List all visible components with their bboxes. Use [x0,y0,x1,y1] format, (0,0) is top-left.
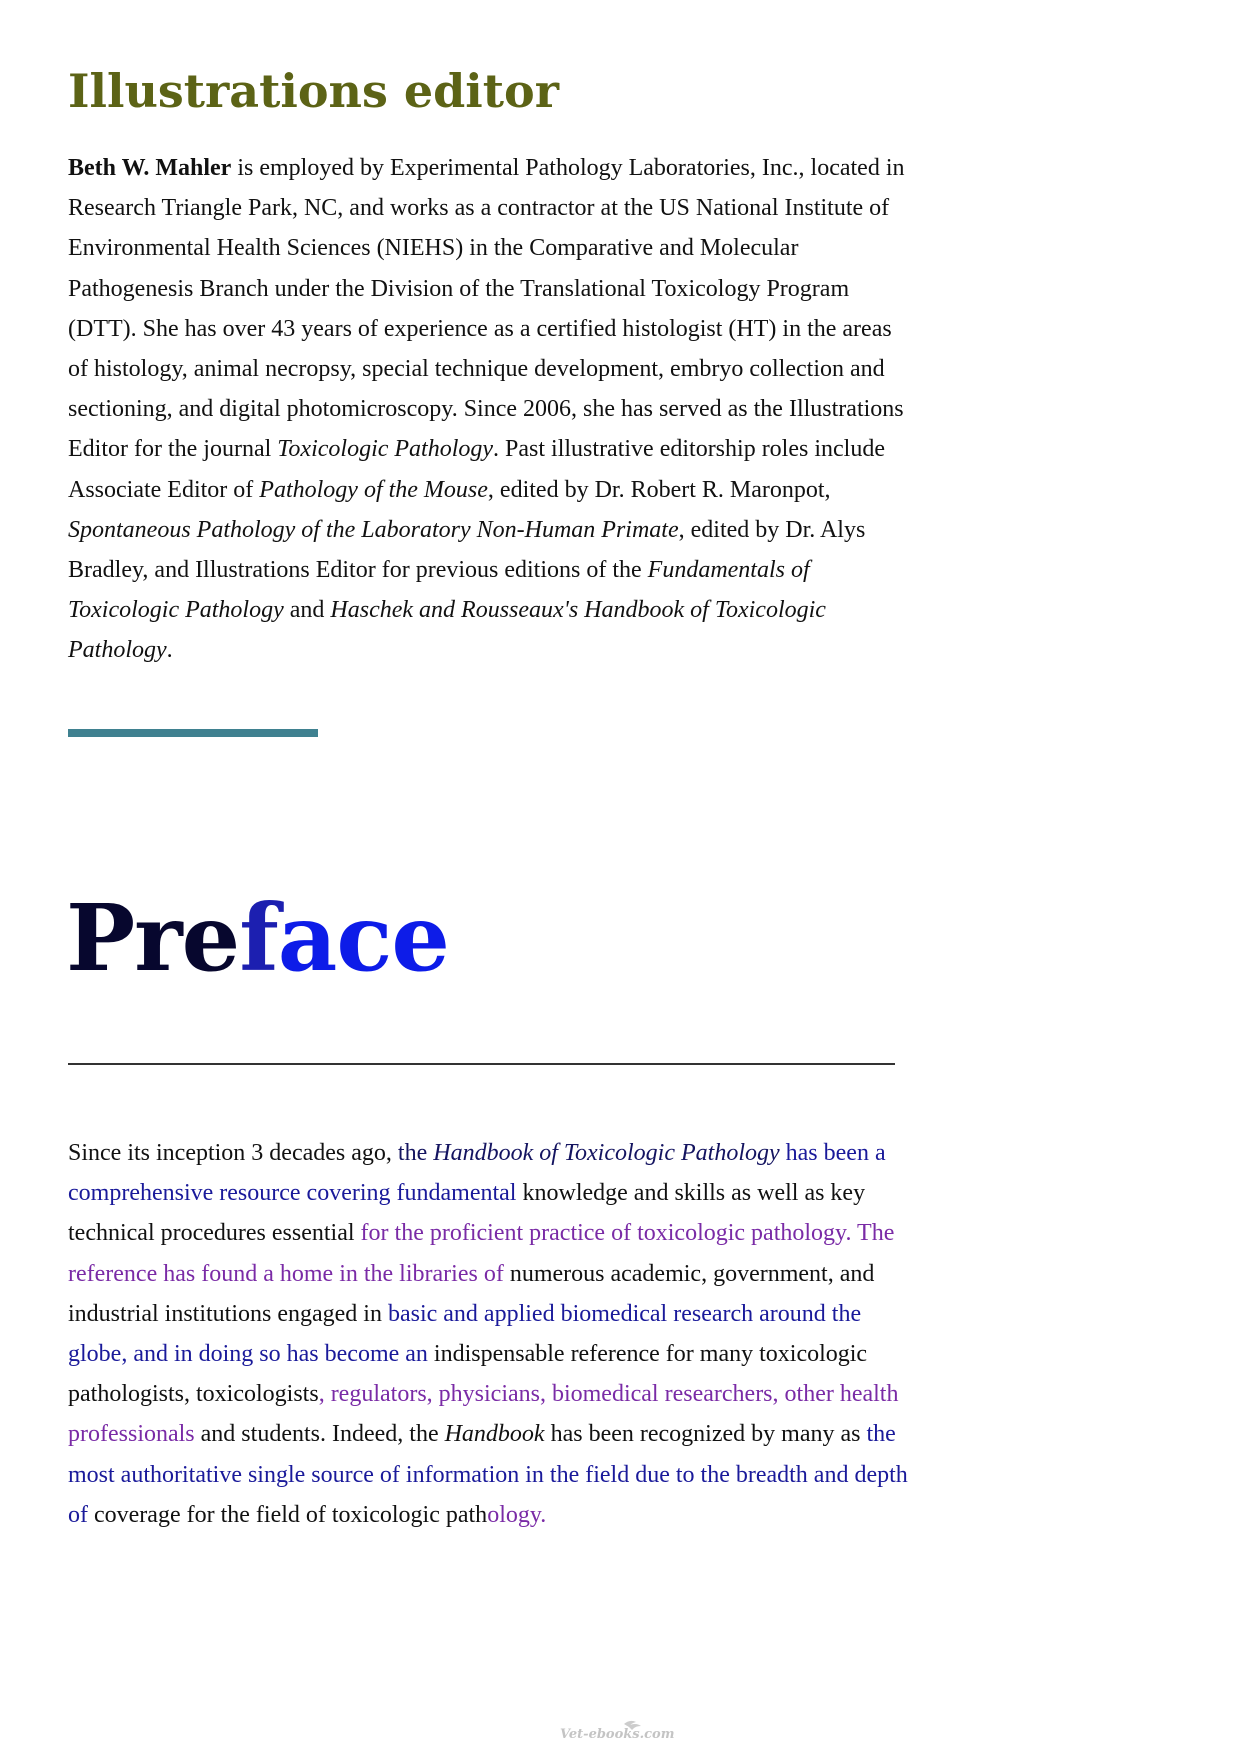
preface-rule [68,1063,895,1065]
preface-book-title: Handbook [444,1421,545,1448]
bio-text: . [166,637,173,664]
preface-text: has been recognized by many as [544,1421,867,1448]
preface-text: numerous academic, government, and industrial institutions engaged in [68,1260,875,1327]
editor-name: Beth W. Mahler [68,155,232,181]
preface-title-part: f [239,884,278,992]
preface-text: the most authoritative single source of information in the field due to the breadth and depth of [68,1421,908,1528]
preface-text: ology. [487,1501,547,1528]
preface-text: the [397,1140,434,1166]
preface-text: and students. Indeed, the [194,1421,445,1448]
watermark-text: Vet-ebooks.com [560,1727,675,1742]
bio-text: . Past illustrative editorship roles include Associate Editor of [68,436,885,503]
bio-book-title: Spontaneous Pathology of the Laboratory Non-Human Primate [68,516,679,543]
section-divider-bar [68,729,318,737]
bio-book-title: Pathology of the Mouse [259,476,488,503]
section-title-illustrations-editor: Illustrations editor [68,64,559,118]
preface-book-title: Handbook of Toxicologic Pathology [433,1140,780,1166]
preface-text: has been a comprehensive resource covering fundamental [68,1140,886,1207]
watermark [558,1718,682,1746]
illustrations-editor-bio [68,148,908,671]
preface-body [68,1133,908,1535]
bio-book-title: Fundamentals of Toxicologic Pathology [68,557,810,624]
book-wings-icon [558,1718,682,1746]
preface-text: , regulators, physicians, biomedical researchers, other health professionals [68,1381,899,1448]
bio-text: , edited by Dr. Alys Bradley, and Illustrations Editor for previous editions of the [68,516,866,584]
bio-book-title: Haschek and Rousseaux's Handbook of Toxicologic Pathology [68,597,826,664]
preface-title [66,884,449,992]
bio-text: is employed by Experimental Pathology Laboratories, Inc., located in Research Triangle Park, NC, and works as a contractor at the US National Institute of Environmental Health Sciences (NIEHS) in the Comparative and Molecular Pathogenesis Branch under the Division of the Translational Toxicology Program (DTT). She has over 43 years of experience as a certified histologist (HT) in the areas of histology, animal necropsy, special technique development, embryo collection and sectioning, and digital photomicroscopy. Since 2006, she has served as the Illustrations Editor for the journal [68,155,905,463]
preface-text: coverage for the field of toxicologic path [88,1501,488,1528]
preface-text: indispensable reference for many toxicologic pathologists, toxicologists [68,1341,868,1408]
bio-journal-title: Toxicologic Pathology [277,436,494,463]
preface-text: for the proficient practice of toxicologic pathology. The reference has found a home in the libraries of [68,1220,895,1287]
preface-text: basic and applied biomedical research around the globe, and in doing so has become an [68,1300,862,1368]
preface-text: Since its inception 3 decades ago, [68,1140,398,1166]
preface-text: knowledge and skills as well as key technical procedures essential [68,1180,866,1247]
preface-title-part: ace [277,884,449,992]
bio-text: and [283,597,331,624]
preface-title-part: Pre [66,884,240,992]
bio-text: , edited by Dr. Robert R. Maronpot, [487,476,831,503]
